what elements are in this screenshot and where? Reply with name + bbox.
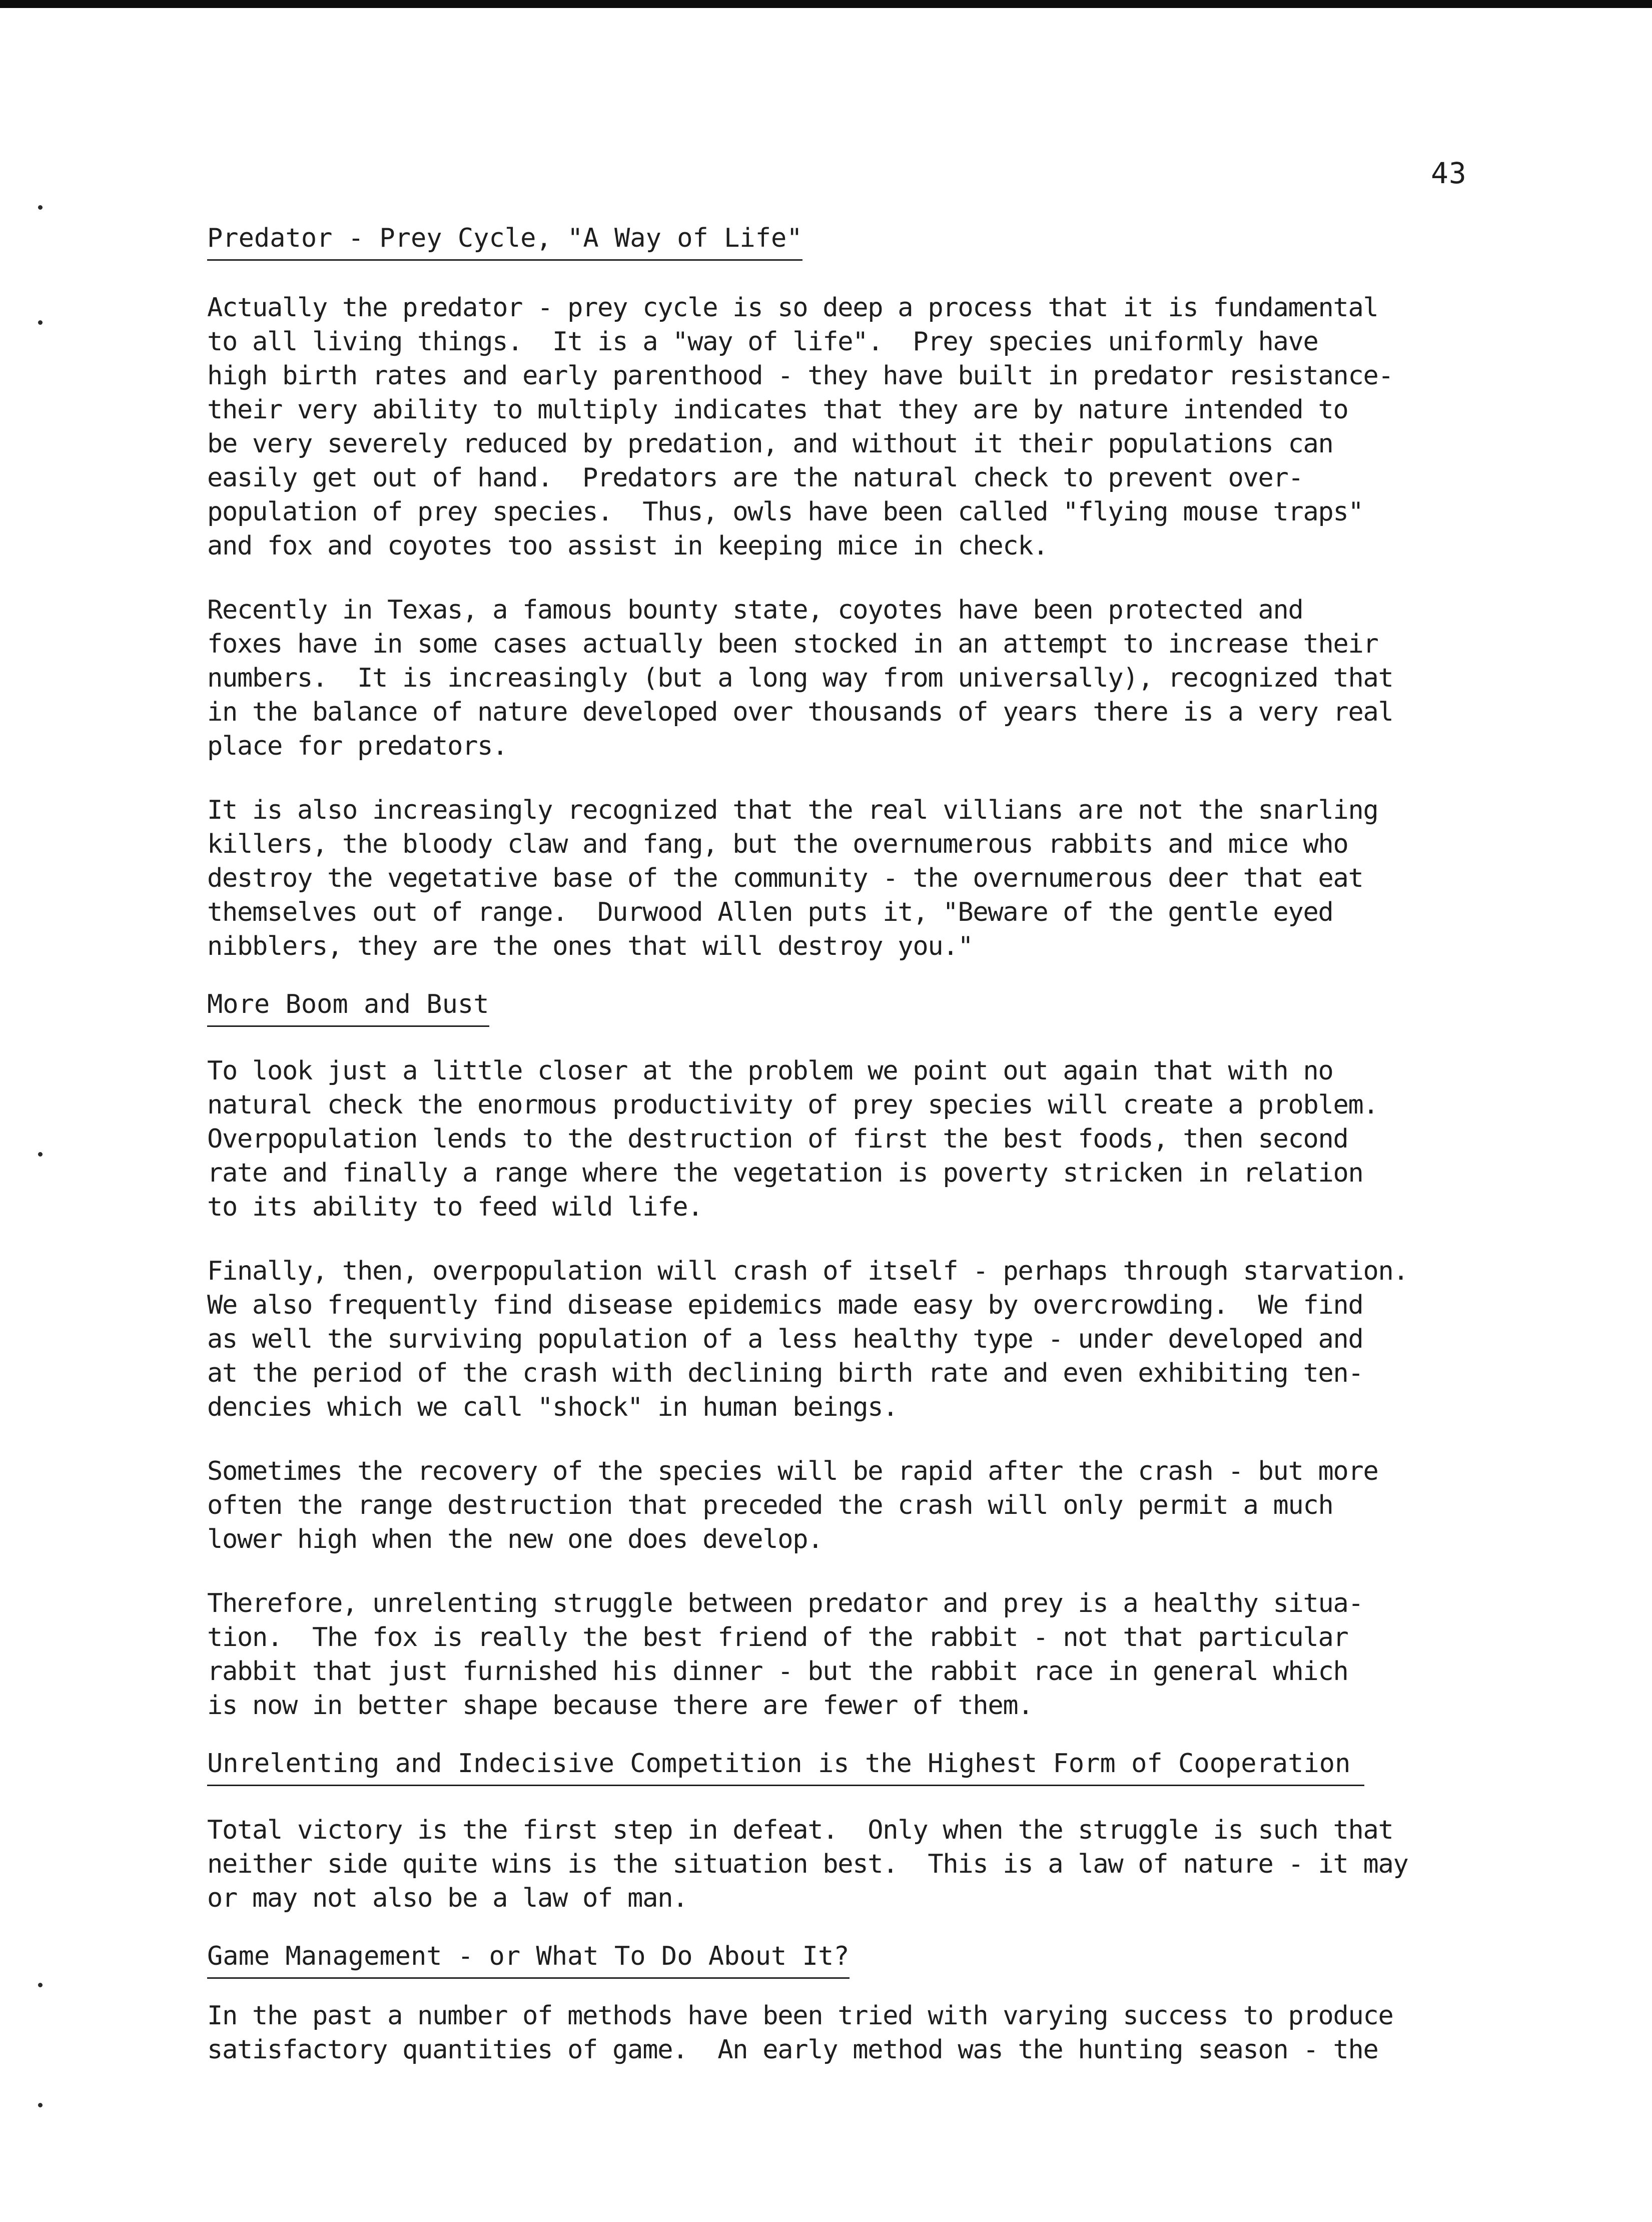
- text-line: and fox and coyotes too assist in keeping mice in check.: [207, 531, 1048, 561]
- section-heading: Predator - Prey Cycle, "A Way of Life": [207, 221, 802, 261]
- text-line: satisfactory quantities of game. An early method was the hunting season - the: [207, 2035, 1378, 2065]
- text-line: often the range destruction that preceded the crash will only permit a much: [207, 1490, 1333, 1520]
- text-line: be very severely reduced by predation, and without it their populations can: [207, 429, 1333, 459]
- paragraph: [207, 1254, 1568, 1424]
- text-line: or may not also be a law of man.: [207, 1883, 688, 1913]
- section-heading-wrap: [207, 1939, 1568, 1979]
- text-line: rate and finally a range where the vegetation is poverty stricken in relation: [207, 1158, 1363, 1188]
- text-line: numbers. It is increasingly (but a long way from universally), recognized that: [207, 663, 1393, 693]
- margin-punch-mark: [38, 2103, 43, 2107]
- margin-punch-mark: [38, 1983, 43, 1987]
- section-heading: Unrelenting and Indecisive Competition is the Highest Form of Cooperation: [207, 1747, 1364, 1786]
- text-line: population of prey species. Thus, owls have been called "flying mouse traps": [207, 497, 1363, 527]
- paragraph: [207, 1454, 1568, 1556]
- text-line: natural check the enormous productivity of prey species will create a problem.: [207, 1090, 1378, 1120]
- text-line: lower high when the new one does develop.: [207, 1524, 823, 1554]
- text-line: Total victory is the first step in defeat. Only when the struggle is such that: [207, 1815, 1393, 1845]
- section-heading: Game Management - or What To Do About It?: [207, 1939, 850, 1979]
- text-line: destroy the vegetative base of the community - the overnumerous deer that eat: [207, 863, 1363, 893]
- text-line: Actually the predator - prey cycle is so deep a process that it is fundamental: [207, 293, 1378, 323]
- paragraph: [207, 1813, 1568, 1915]
- text-line: We also frequently find disease epidemics made easy by overcrowding. We find: [207, 1290, 1363, 1320]
- paragraph: [207, 793, 1568, 963]
- text-line: to its ability to feed wild life.: [207, 1192, 703, 1222]
- margin-punch-mark: [38, 205, 43, 210]
- paragraph: [207, 1586, 1568, 1723]
- text-line: in the balance of nature developed over thousands of years there is a very real: [207, 697, 1393, 727]
- text-line: nibblers, they are the ones that will destroy you.": [207, 931, 973, 961]
- text-line: place for predators.: [207, 731, 508, 761]
- page-top-edge: [0, 0, 1652, 8]
- paragraph: [207, 1999, 1568, 2067]
- text-line: at the period of the crash with declining birth rate and even exhibiting ten-: [207, 1358, 1363, 1388]
- section-heading-wrap: [207, 1747, 1568, 1786]
- section-heading: More Boom and Bust: [207, 987, 489, 1027]
- text-line: Finally, then, overpopulation will crash of itself - perhaps through starvation.: [207, 1256, 1408, 1286]
- text-line: dencies which we call "shock" in human beings.: [207, 1392, 898, 1422]
- paragraph: [207, 291, 1568, 563]
- text-line: tion. The fox is really the best friend of the rabbit - not that particular: [207, 1622, 1348, 1652]
- text-line: To look just a little closer at the problem we point out again that with no: [207, 1056, 1333, 1086]
- text-line: foxes have in some cases actually been stocked in an attempt to increase their: [207, 629, 1378, 659]
- section-heading-wrap: [207, 221, 1568, 261]
- text-line: as well the surviving population of a less healthy type - under developed and: [207, 1324, 1363, 1354]
- text-line: Recently in Texas, a famous bounty state, coyotes have been protected and: [207, 595, 1303, 625]
- text-line: Therefore, unrelenting struggle between predator and prey is a healthy situa-: [207, 1588, 1363, 1618]
- text-line: themselves out of range. Durwood Allen puts it, "Beware of the gentle eyed: [207, 897, 1333, 927]
- text-line: killers, the bloody claw and fang, but the overnumerous rabbits and mice who: [207, 829, 1348, 859]
- document-body: [207, 221, 1568, 2097]
- section-heading-wrap: [207, 987, 1568, 1027]
- text-line: It is also increasingly recognized that the real villians are not the snarling: [207, 795, 1378, 825]
- margin-punch-mark: [38, 1152, 43, 1157]
- text-line: In the past a number of methods have been tried with varying success to produce: [207, 2001, 1393, 2031]
- text-line: Sometimes the recovery of the species will be rapid after the crash - but more: [207, 1456, 1378, 1486]
- page-number: 43: [1431, 156, 1467, 190]
- text-line: easily get out of hand. Predators are the natural check to prevent over-: [207, 463, 1303, 493]
- paragraph: [207, 593, 1568, 763]
- text-line: is now in better shape because there are fewer of them.: [207, 1691, 1033, 1721]
- paragraph: [207, 1054, 1568, 1224]
- text-line: to all living things. It is a "way of life". Prey species uniformly have: [207, 327, 1318, 357]
- text-line: neither side quite wins is the situation best. This is a law of nature - it may: [207, 1849, 1408, 1879]
- text-line: rabbit that just furnished his dinner - but the rabbit race in general which: [207, 1656, 1348, 1687]
- margin-punch-mark: [38, 320, 43, 325]
- text-line: their very ability to multiply indicates that they are by nature intended to: [207, 395, 1348, 425]
- text-line: Overpopulation lends to the destruction of first the best foods, then second: [207, 1124, 1348, 1154]
- text-line: high birth rates and early parenthood - they have built in predator resistance-: [207, 361, 1393, 391]
